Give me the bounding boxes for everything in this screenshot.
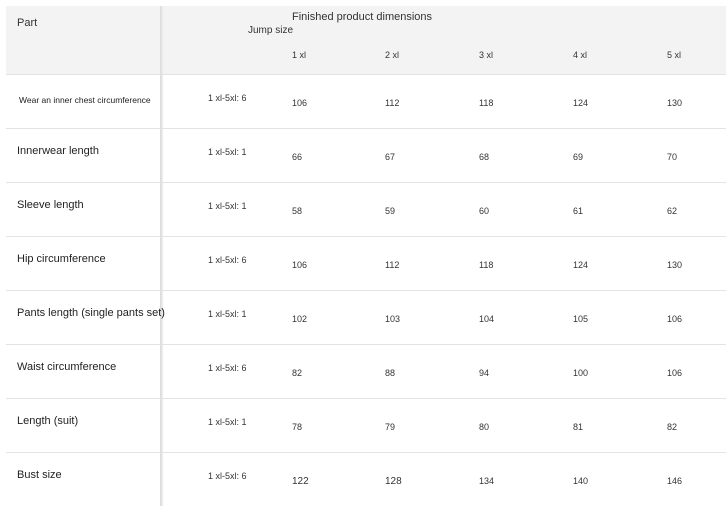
size-value-cell: 82 bbox=[667, 422, 678, 432]
header-size-3xl: 3 xl bbox=[479, 50, 494, 60]
header-part: Part bbox=[17, 17, 38, 29]
row-jump-size: 1 xl-5xl: 1 bbox=[208, 309, 247, 319]
size-value-cell: 106 bbox=[667, 368, 683, 378]
row-part-label: Sleeve length bbox=[17, 199, 84, 211]
size-value-cell: 59 bbox=[385, 206, 396, 216]
size-value-cell: 66 bbox=[292, 152, 303, 162]
row-divider bbox=[6, 290, 726, 291]
row-divider bbox=[6, 236, 726, 237]
row-jump-size: 1 xl-5xl: 6 bbox=[208, 471, 247, 481]
size-value-cell: 81 bbox=[573, 422, 584, 432]
header-size-5xl: 5 xl bbox=[667, 50, 682, 60]
row-jump-size: 1 xl-5xl: 6 bbox=[208, 363, 247, 373]
size-value-cell: 118 bbox=[479, 98, 494, 108]
size-value-cell: 102 bbox=[292, 314, 308, 324]
size-value-cell: 58 bbox=[292, 206, 303, 216]
size-value-cell: 70 bbox=[667, 152, 678, 162]
size-value-cell: 94 bbox=[479, 368, 490, 378]
size-value-cell: 146 bbox=[667, 476, 683, 486]
size-value-cell: 68 bbox=[479, 152, 490, 162]
row-divider bbox=[6, 74, 726, 75]
row-part-label: Innerwear length bbox=[17, 145, 99, 157]
row-divider bbox=[6, 452, 726, 453]
size-value-cell: 69 bbox=[573, 152, 584, 162]
size-value-cell: 82 bbox=[292, 368, 303, 378]
size-value-cell: 130 bbox=[667, 260, 683, 270]
size-value-cell: 67 bbox=[385, 152, 396, 162]
column-divider bbox=[160, 6, 163, 506]
row-divider bbox=[6, 128, 726, 129]
size-value-cell: 106 bbox=[292, 98, 308, 108]
size-value-cell: 103 bbox=[385, 314, 401, 324]
size-value-cell: 105 bbox=[573, 314, 589, 324]
header-size-2xl: 2 xl bbox=[385, 50, 400, 60]
size-value-cell: 112 bbox=[385, 260, 400, 270]
header-finished-dimensions: Finished product dimensions bbox=[292, 11, 433, 23]
size-value-cell: 128 bbox=[385, 476, 402, 487]
header-size-1xl: 1 xl bbox=[292, 50, 307, 60]
row-jump-size: 1 xl-5xl: 1 bbox=[208, 147, 247, 157]
size-value-cell: 106 bbox=[292, 260, 308, 270]
size-value-cell: 122 bbox=[292, 476, 309, 487]
row-jump-size: 1 xl-5xl: 1 bbox=[208, 201, 247, 211]
row-part-label: Pants length (single pants set) bbox=[17, 307, 165, 319]
row-jump-size: 1 xl-5xl: 6 bbox=[208, 93, 247, 103]
row-part-label: Waist circumference bbox=[17, 361, 117, 373]
size-value-cell: 124 bbox=[573, 98, 589, 108]
header-jump-size: Jump size bbox=[248, 25, 294, 36]
row-jump-size: 1 xl-5xl: 1 bbox=[208, 417, 247, 427]
size-value-cell: 130 bbox=[667, 98, 683, 108]
size-value-cell: 118 bbox=[479, 260, 494, 270]
size-value-cell: 61 bbox=[573, 206, 584, 216]
size-value-cell: 78 bbox=[292, 422, 303, 432]
size-value-cell: 106 bbox=[667, 314, 683, 324]
size-value-cell: 100 bbox=[573, 368, 589, 378]
size-value-cell: 140 bbox=[573, 476, 589, 486]
row-jump-size: 1 xl-5xl: 6 bbox=[208, 255, 247, 265]
size-value-cell: 79 bbox=[385, 422, 396, 432]
row-divider bbox=[6, 344, 726, 345]
row-part-label: Wear an inner chest circumference bbox=[19, 95, 151, 105]
size-value-cell: 112 bbox=[385, 98, 400, 108]
row-part-label: Hip circumference bbox=[17, 253, 106, 265]
row-part-label: Bust size bbox=[17, 469, 62, 481]
row-part-label: Length (suit) bbox=[17, 415, 79, 427]
size-value-cell: 134 bbox=[479, 476, 495, 486]
row-divider bbox=[6, 398, 726, 399]
size-value-cell: 60 bbox=[479, 206, 490, 216]
size-value-cell: 80 bbox=[479, 422, 490, 432]
size-value-cell: 62 bbox=[667, 206, 678, 216]
row-divider bbox=[6, 182, 726, 183]
size-value-cell: 104 bbox=[479, 314, 495, 324]
size-value-cell: 88 bbox=[385, 368, 396, 378]
size-value-cell: 124 bbox=[573, 260, 589, 270]
header-size-4xl: 4 xl bbox=[573, 50, 588, 60]
